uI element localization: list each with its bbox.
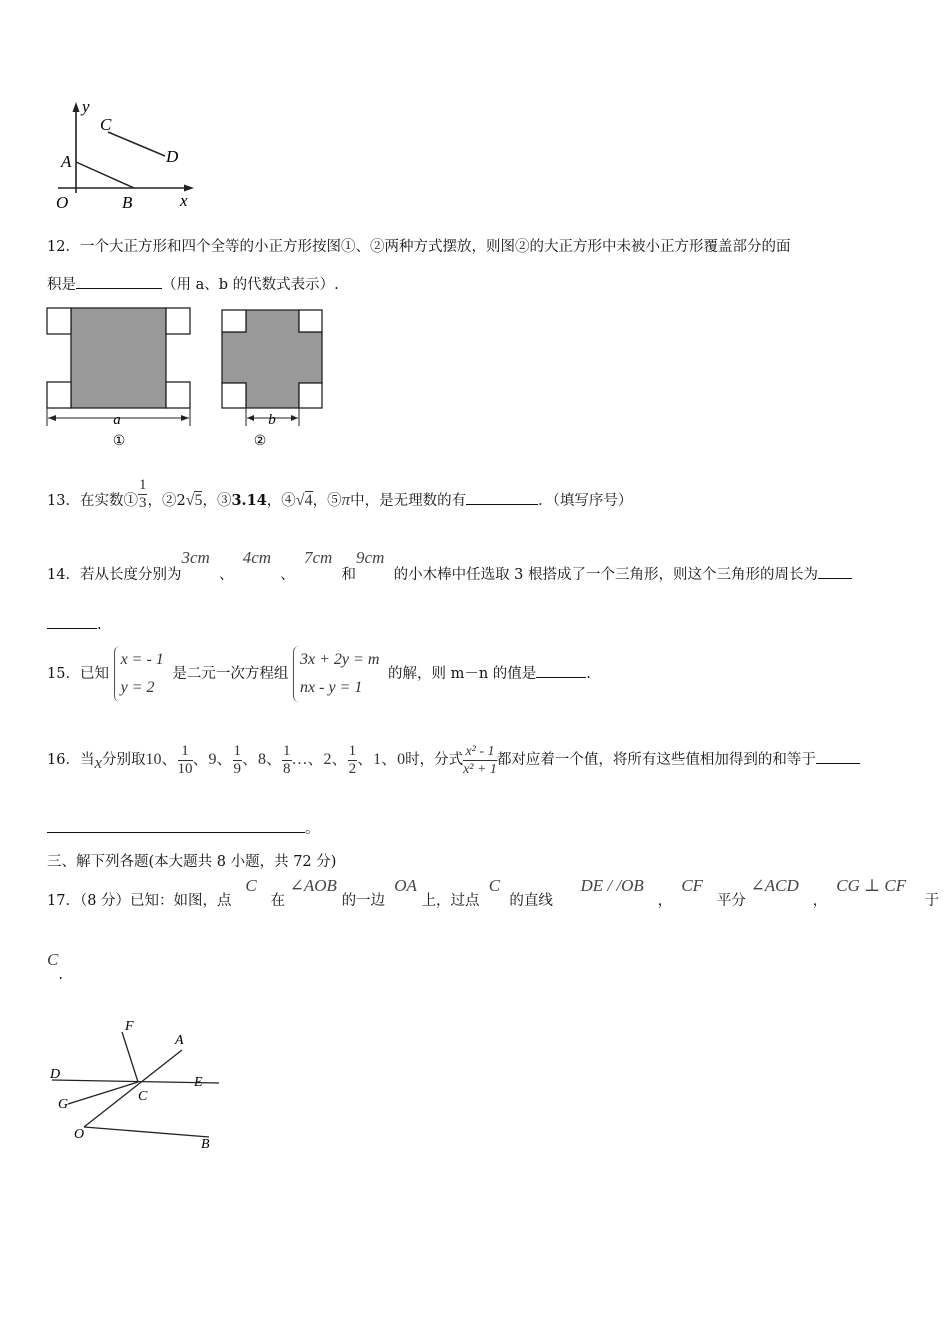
question-14-cont: . [47, 614, 102, 635]
sqrt-4: √4 [295, 492, 313, 509]
question-14: 14．若从长度分别为3cm 、 4cm 、 7cm 和9cm 的小木棒中任选取 3 根搭成了一个三角形，则这个三角形的周长为 [47, 548, 852, 588]
question-12-line1: 12．一个大正方形和四个全等的小正方形按图①、②两种方式摆放，则图②的大正方形中未被小正方形覆盖部分的面 [47, 239, 791, 255]
point-o-label: O [56, 193, 69, 212]
length-a-label: a [113, 412, 121, 428]
point-f-label: F [125, 1019, 134, 1034]
answer-blank [816, 749, 860, 764]
question-15: 15．已知 x = - 1 y = 2 是二元一次方程组 3x + 2y = m nx - y = 1 的解，则 m－n 的值是 . [47, 644, 591, 704]
question-16: 16．当x分别取10、 $\frac{1}{10}$ 、9、 $\frac{1}{9}$ 、8、 $\frac{1}{8}$ …、2、 $\frac{1}{2}$ 、1、0时，分式 $\frac{\text{x² - 1}}{\text{x² + 1}}$ 都对应着一个值，将所有这些值相加得到的和等于 [47, 734, 860, 784]
rational-expression: $\frac{\text{x² - 1}}{\text{x² + 1}}$ [463, 743, 497, 777]
fraction-1-8: $\frac{1}{8}$ [283, 742, 291, 777]
point-b-label: B [122, 193, 133, 212]
equation-system: 3x + 2y = m nx - y = 1 [293, 646, 383, 702]
coordinate-figure [48, 98, 198, 213]
axis-y-label: y [82, 98, 90, 116]
fraction-1-9: $\frac{1}{9}$ [233, 742, 242, 777]
answer-blank [76, 274, 162, 289]
sqrt-5: √5 [185, 492, 203, 509]
fraction-1-2: $\frac{1}{2}$ [348, 742, 357, 777]
point-c-label: C [138, 1089, 148, 1104]
point-o-label: O [74, 1127, 85, 1142]
fraction-1-10: $\frac{1}{10}$ [177, 742, 193, 777]
squares-figure [44, 302, 334, 452]
figure-2-label: ② [253, 434, 267, 449]
question-17: 17．（8 分）已知：如图，点 C 在 ∠AOB 的一边 OA 上，过点 C 的直线 DE / /OB ， CF 平分 ∠ACD ， CG ⊥ CF 于 [47, 876, 940, 909]
answer-blank [818, 564, 852, 579]
point-d-label: D [166, 147, 179, 166]
point-b-label: B [201, 1137, 210, 1152]
answer-blank [466, 490, 538, 505]
answer-blank [536, 663, 586, 678]
point-c-label: C [100, 115, 112, 134]
point-a-label: A [61, 152, 72, 171]
solution-system: x = - 1 y = 2 [114, 646, 168, 702]
point-d-label: D [50, 1067, 61, 1082]
answer-blank-cont [47, 614, 97, 629]
axis-x-label: x [180, 191, 188, 210]
question-13: 13．在实数① $\frac{1}{3}$ ，②2√5，③3.14，④√4，⑤π中，是无理数的有 ．（填写序号） [47, 476, 633, 511]
question-12-line2: 积是 （用 a、b 的代数式表示）. [47, 274, 339, 295]
question-16-cont: 。 [47, 818, 320, 839]
length-b-label: b [268, 412, 276, 428]
section-3-heading: 三、解下列各题(本大题共 8 小题，共 72 分) [47, 854, 337, 870]
figure-1-label: ① [112, 434, 126, 449]
answer-blank-cont [47, 818, 305, 833]
angle-figure [44, 1012, 234, 1157]
fraction-one-third: $\frac{1}{3}$ [138, 476, 147, 511]
point-g-label: G [58, 1097, 69, 1112]
question-17-cont: C. [47, 950, 63, 983]
point-e-label: E [194, 1075, 203, 1090]
point-a-label: A [175, 1033, 184, 1048]
